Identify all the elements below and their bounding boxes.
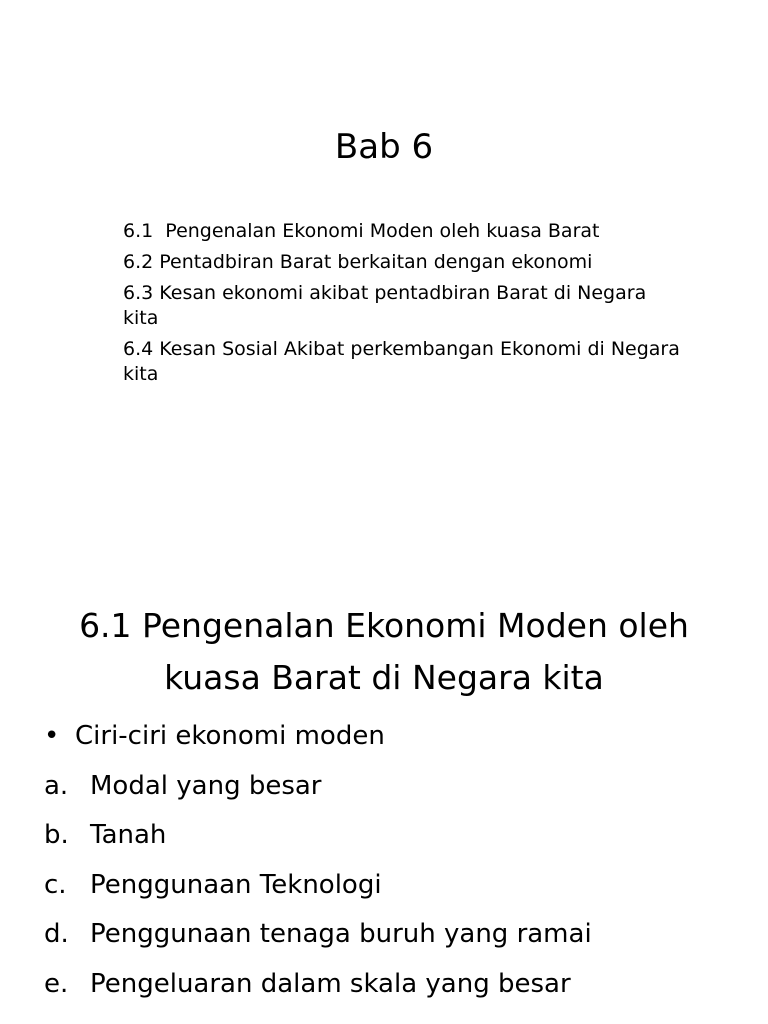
toc-item-6-4: 6.4 Kesan Sosial Akibat perkembangan Ekonomi di Negara kita [123, 338, 686, 385]
list-item-e [44, 960, 744, 1010]
bullet-marker: • [44, 721, 60, 751]
toc-item-6-1: 6.1 Pengenalan Ekonomi Moden oleh kuasa Barat [123, 220, 600, 242]
slide-1-title: Bab 6 [334, 127, 434, 167]
list-item-text: Penggunaan tenaga buruh yang ramai [90, 919, 592, 949]
list-marker: a. [44, 770, 69, 801]
toc-item-6-3: 6.3 Kesan ekonomi akibat pentadbiran Barat di Negara kita [123, 282, 653, 329]
characteristics-list [44, 712, 744, 1009]
list-item-text: Tanah [90, 820, 167, 850]
table-of-contents [123, 219, 686, 393]
slide-2-title [0, 600, 768, 704]
list-marker: c. [44, 869, 67, 900]
list-item-text: Ciri-ciri ekonomi moden [75, 721, 385, 751]
list-item-d [44, 910, 744, 960]
list-item-c [44, 861, 744, 911]
toc-item-6-2: 6.2 Pentadbiran Barat berkaitan dengan ekonomi [123, 251, 593, 273]
list-item-heading [44, 712, 744, 762]
list-marker: d. [44, 919, 69, 949]
list-item-text: Penggunaan Teknologi [90, 869, 382, 900]
list-marker: b. [44, 820, 69, 850]
list-marker: e. [44, 968, 69, 999]
list-item-text: Modal yang besar [90, 770, 322, 801]
slide-2-title-line-2: kuasa Barat di Negara kita [164, 658, 604, 697]
list-item-a [44, 762, 744, 812]
slide-2-title-line-1: 6.1 Pengenalan Ekonomi Moden oleh [79, 606, 689, 645]
list-item-b [44, 811, 744, 861]
list-item-text: Pengeluaran dalam skala yang besar [90, 968, 571, 999]
